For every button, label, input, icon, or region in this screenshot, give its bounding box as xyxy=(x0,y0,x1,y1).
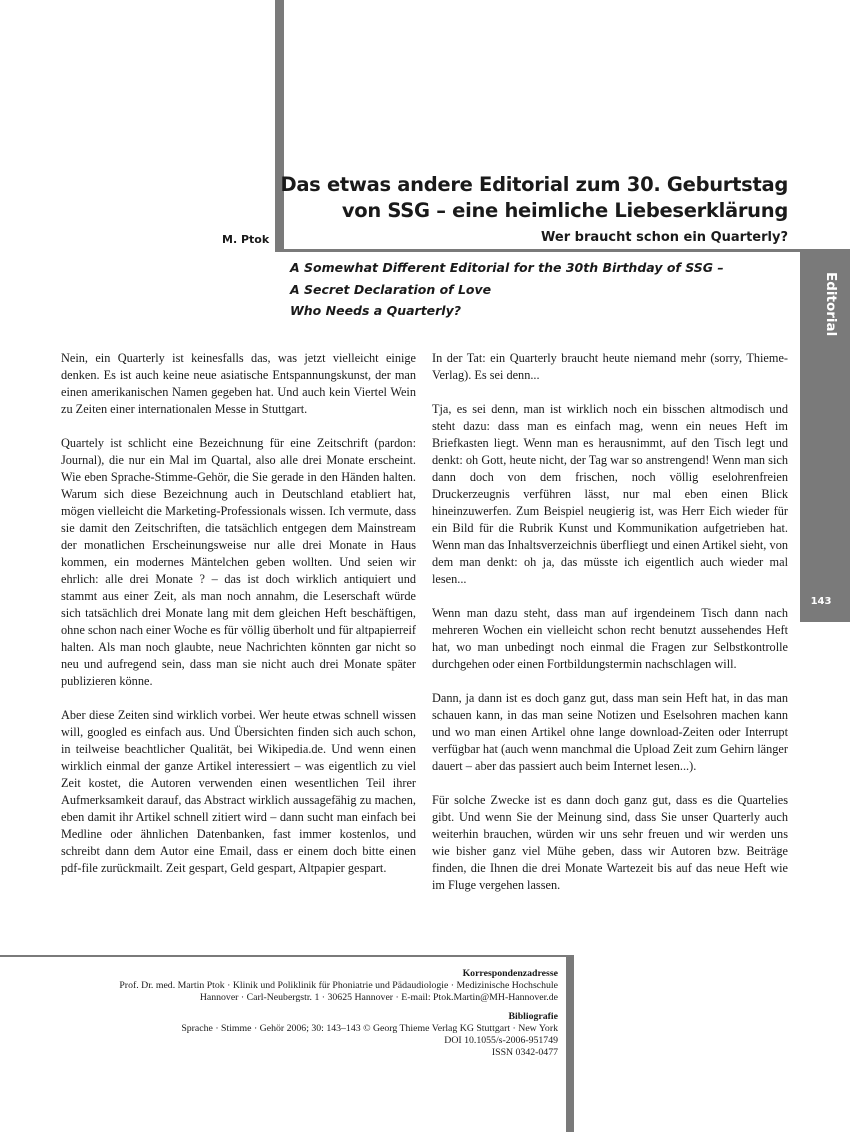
english-title-line: A Secret Declaration of Love xyxy=(290,281,492,297)
article-title-line: von SSG – eine heimliche Liebeserklärung xyxy=(341,199,788,222)
article-subtitle: Wer braucht schon ein Quarterly? xyxy=(541,230,788,245)
author-name: M. Ptok xyxy=(222,233,270,246)
body-paragraph: Tja, es sei denn, man ist wirklich noch ein bisschen altmodisch und steht dazu: dass man es einfach mag, wenn ein neues Heft im Briefkasten liegt. Wenn man es herausnimmt, auf den Tisch legt und denkt: oh Gott, heute nicht, der Tag war so anstrengend! Wenn man sich dann doch von dem frischen, noch völlig eselohrenfreien Druckerzeugnis verführen lässt, nur mal eben einen Blick hineinzuwerfen. Zum Beispiel neugierig ist, was Herr Eich wieder für ein Bild für die Rubrik Kunst und Kommunikation aufgetrieben hat. Wenn man das Inhaltsverzeichnis überfliegt und einen Artikel sieht, von dem man denkt: oh ja, das müsste ich eigentlich auch wieder mal lesen... xyxy=(432,402,788,586)
english-title xyxy=(290,257,724,322)
body-column-left xyxy=(61,350,416,894)
correspondence-line: Prof. Dr. med. Martin Ptok · Klinik und Poliklinik für Phoniatrie und Pädaudiologie · Medizinische Hochschule xyxy=(119,980,558,992)
bibliography-line: ISSN 0342-0477 xyxy=(491,1047,558,1059)
footer-rule xyxy=(0,955,573,957)
body-paragraph: Quartely ist schlicht eine Bezeichnung für eine Zeitschrift (pardon: Journal), die nur ein Mal im Quartal, also alle drei Monate erscheint. Wie eben Sprache-Stimme-Gehör, die Sie gerade in den Händen halten. Warum sich diese Bezeichnung auch in Deutschland etabliert hat, mögen vielleicht die Marketing-Professionals wissen. Ich vermute, dass sie damit den Zeitschriften, die tatsächlich entgegen dem Mainstream der monatlichen Erscheinungsweise nur alle drei Monate in Haus kommen, ein modernes Mäntelchen geben wollten. Und seien wir ehrlich: alle drei Monate ? – das ist doch wirklich antiquiert und stammt aus einer Zeit, als man noch annahm, die Leserschaft würde sich tatsächlich drei Monate lang mit dem gleichen Heft beschäftigen, ohne schon nach einer Woche es für völlig überholt und für altpapierreif halten. Als man noch glaubte, neue Nachrichten könnten gar nicht so neu und aufregend sein, dass man sie nicht auch drei Monate später publizieren könne. xyxy=(61,436,416,688)
footer-vertical-bar xyxy=(566,955,574,1132)
body-column-right xyxy=(432,350,788,911)
footer-info xyxy=(119,968,558,1059)
english-title-line: Who Needs a Quarterly? xyxy=(290,303,461,318)
article-title-line: Das etwas andere Editorial zum 30. Geburtstag xyxy=(280,173,788,196)
header-rule xyxy=(275,249,850,252)
bibliography-line: Sprache · Stimme · Gehör 2006; 30: 143–143 © Georg Thieme Verlag KG Stuttgart · New York xyxy=(181,1022,558,1034)
body-paragraph: Für solche Zwecke ist es dann doch ganz gut, dass es die Quartelies gibt. Und wenn Sie der Meinung sind, dass Sie unser Quarterly auch weiterhin brauchen, würden wir uns sehr freuen und wir werden uns wie bisher ganz viel Mühe geben, dass wir Autoren bzw. Beiträge finden, die Ihnen die drei Monate Wartezeit bis auf das neue Heft wie im Fluge vergehen lassen. xyxy=(432,793,788,892)
english-title-line: A Somewhat Different Editorial for the 30th Birthday of SSG – xyxy=(290,260,724,275)
bibliography-label: Bibliografie xyxy=(508,1010,558,1022)
bibliography-line: DOI 10.1055/s-2006-951749 xyxy=(444,1035,558,1047)
correspondence-line: Hannover · Carl-Neubergstr. 1 · 30625 Hannover · E-mail: Ptok.Martin@MH-Hannover.de xyxy=(199,992,558,1004)
correspondence-label: Korrespondenzadresse xyxy=(462,968,558,979)
body-paragraph: Nein, ein Quarterly ist keinesfalls das, was jetzt vielleicht einige denken. Es ist auch keine neue asiatische Entspannungskunst, der man einen amerikanischen Namen gegeben hat. Und auch kein Viertel Wein zu Zeiten einer internationalen Messe in Stuttgart. xyxy=(61,351,416,416)
article-title xyxy=(280,172,788,224)
page-number: 143 xyxy=(810,596,832,607)
body-paragraph: In der Tat: ein Quarterly braucht heute niemand mehr (sorry, Thieme-Verlag). Es sei denn... xyxy=(432,351,788,382)
section-label xyxy=(800,252,850,352)
body-paragraph: Dann, ja dann ist es doch ganz gut, dass man sein Heft hat, in das man schauen kann, in das man seine Notizen und Eselsohren machen kann und wo man einen Artikel ohne lange download-Zeiten oder Interrupt verfügbar hat (auch wenn manchmal die Upload Zeit zum Gehirn länger dauert – aber das passiert auch beim Internet lesen...). xyxy=(432,691,788,773)
body-paragraph: Aber diese Zeiten sind wirklich vorbei. Wer heute etwas schnell wissen will, googled es einfach aus. Und Übersichten finden sich auch schon, in teilweise beachtlicher Qualität, bei Wikipedia.de. Und wenn einen wirklich einmal der ganze Artikel interessiert – was eigentlich zu viel Zeit kostet, die Autoren verwenden einen wesentlichen Teil ihrer Aufmerksamkeit darauf, das Abstract wirklich aussagefähig zu machen, eben damit ihr Artikel schnell zitiert wird – dann sucht man einfach bei Medline oder ähnlichen Datenbanken, fast immer kostenlos, und schreibt dann dem Autor eine Email, dass er einem doch bitte einen pdf-file zurückmailt. Zeit gespart, Geld gespart, Altpapier gespart. xyxy=(61,708,416,875)
body-paragraph: Wenn man dazu steht, dass man auf irgendeinem Tisch dann nach mehreren Wochen ein vielleicht schon recht benutzt aussehendes Heft hat, wo man unbedingt noch einmal die Fragen zur Selbstkontrolle durchgehen oder einen Fortbildungstermin nachschlagen will. xyxy=(432,606,788,671)
section-label-text: Editorial xyxy=(823,272,839,337)
